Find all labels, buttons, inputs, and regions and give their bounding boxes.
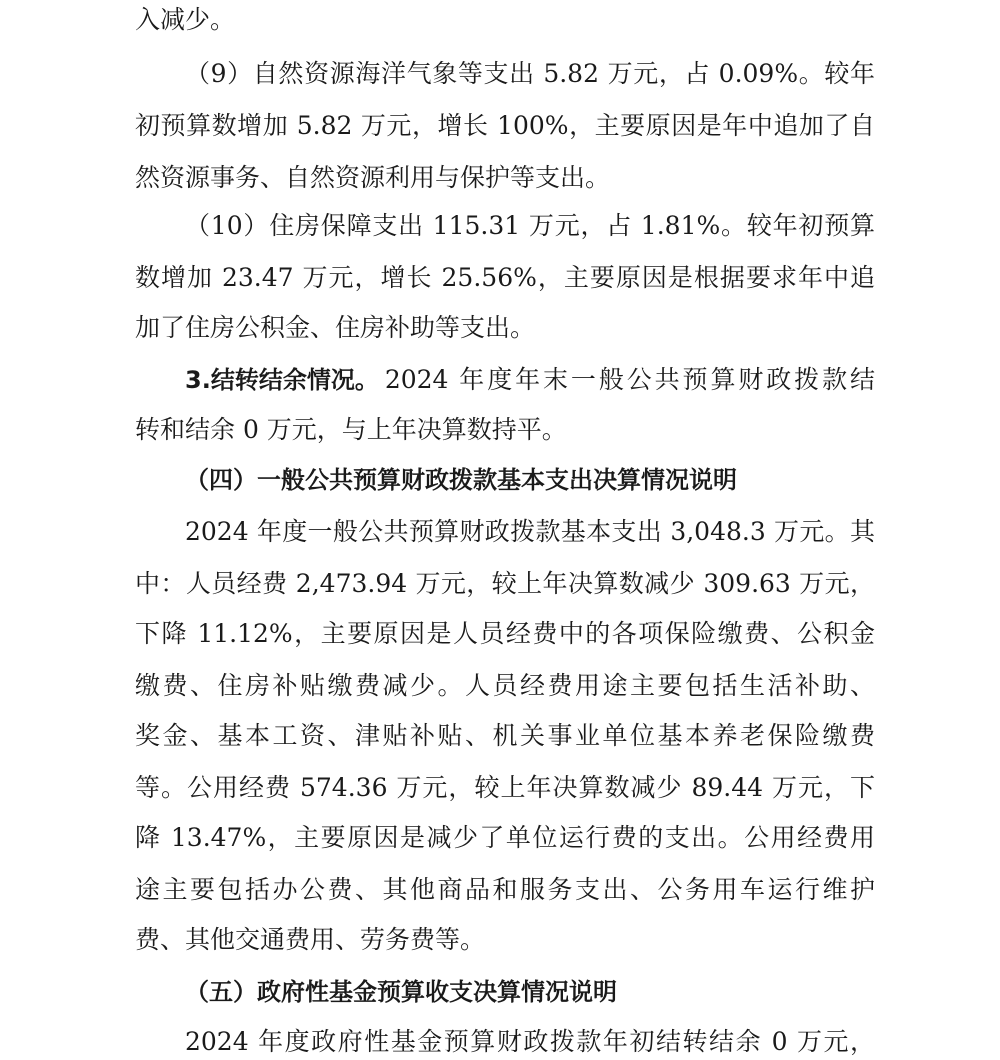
paragraph-line: 奖金、基本工资、津贴补贴、机关事业单位基本养老保险缴费 [135, 721, 875, 750]
paragraph-line: 转和结余 0 万元，与上年决算数持平。 [135, 415, 567, 444]
paragraph-line: 初预算数增加 5.82 万元，增长 100%，主要原因是年中追加了自 [135, 111, 875, 140]
paragraph-line: 下降 11.12%，主要原因是人员经费中的各项保险缴费、公积金 [135, 619, 875, 648]
section-heading-four: （四）一般公共预算财政拨款基本支出决算情况说明 [185, 466, 737, 494]
paragraph-line: 加了住房公积金、住房补助等支出。 [135, 313, 536, 342]
paragraph-line: （9）自然资源海洋气象等支出 5.82 万元，占 0.09%。较年 [185, 59, 875, 88]
paragraph-line: 缴费、住房补贴缴费减少。人员经费用途主要包括生活补助、 [135, 671, 875, 700]
section-heading-five: （五）政府性基金预算收支决算情况说明 [185, 978, 617, 1006]
paragraph-line: （10）住房保障支出 115.31 万元，占 1.81%。较年初预算 [185, 211, 875, 240]
paragraph-line: 等。公用经费 574.36 万元，较上年决算数减少 89.44 万元，下 [135, 773, 875, 802]
carryover-line [185, 362, 875, 398]
paragraph-line: 降 13.47%，主要原因是减少了单位运行费的支出。公用经费用 [135, 823, 875, 852]
paragraph-line: 中：人员经费 2,473.94 万元，较上年决算数减少 309.63 万元， [135, 569, 875, 598]
paragraph-line: 2024 年度一般公共预算财政拨款基本支出 3,048.3 万元。其 [185, 517, 875, 546]
paragraph-line: 2024 年度政府性基金预算财政拨款年初结转结余 0 万元， [185, 1027, 875, 1056]
paragraph-line: 然资源事务、自然资源利用与保护等支出。 [135, 163, 611, 192]
paragraph-line: 途主要包括办公费、其他商品和服务支出、公务用车运行维护 [135, 875, 875, 904]
paragraph-line: 数增加 23.47 万元，增长 25.56%，主要原因是根据要求年中追 [135, 263, 875, 292]
carryover-text: 2024 年度年末一般公共预算财政拨款结 [384, 365, 875, 394]
carryover-label: 3.结转结余情况。 [185, 366, 379, 394]
paragraph-line: 费、其他交通费用、劳务费等。 [135, 925, 486, 954]
paragraph-line: 入减少。 [135, 5, 236, 34]
